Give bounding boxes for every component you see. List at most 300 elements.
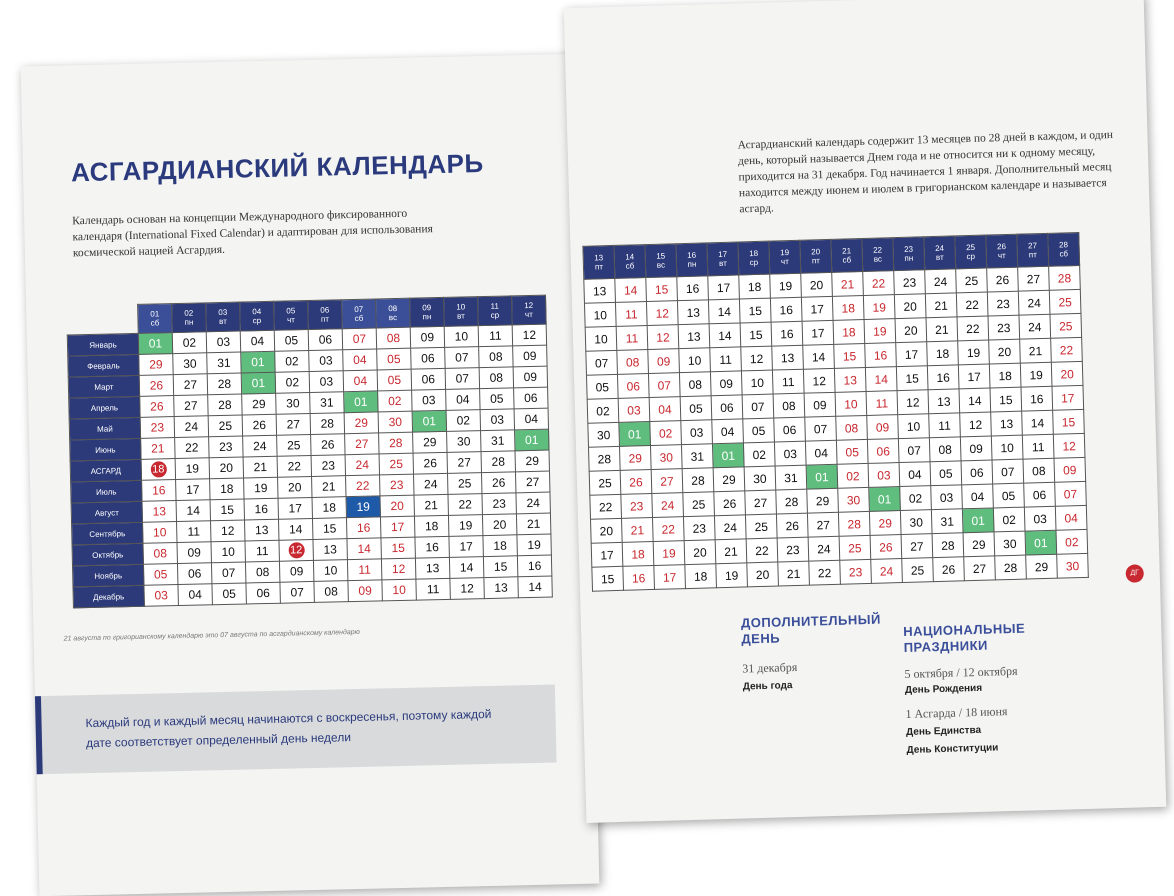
day-cell: 25 — [956, 268, 988, 293]
day-cell: 30 — [588, 422, 620, 447]
header-number: 12 — [524, 300, 534, 311]
day-cell: 20 — [684, 540, 716, 565]
day-cell: 01 — [344, 391, 378, 413]
day-cell: 10 — [898, 414, 930, 439]
day-cell: 20 — [801, 272, 833, 297]
month-label: Май — [69, 417, 140, 440]
day-cell: 23 — [894, 270, 926, 295]
day-cell: 13 — [928, 389, 960, 414]
day-cell: 05 — [377, 369, 411, 391]
header-number: 22 — [873, 245, 883, 255]
day-cell: 12 — [211, 520, 245, 542]
day-cell: 18 — [622, 541, 654, 566]
day-cell: 21 — [141, 438, 175, 460]
day-cell: 25 — [1050, 313, 1082, 338]
day-cell: 13 — [991, 411, 1023, 436]
day-cell: 22 — [746, 538, 778, 563]
day-cell: 13 — [484, 577, 518, 599]
day-cell: 11 — [177, 521, 211, 543]
header-weekday: вт — [219, 316, 227, 327]
header-number: 24 — [935, 243, 945, 253]
day-cell: 16 — [771, 321, 803, 346]
day-cell: 21 — [832, 272, 864, 297]
day-cell: 12 — [803, 368, 835, 393]
day-cell: 24 — [414, 473, 448, 495]
day-cell: 04 — [240, 330, 274, 352]
day-cell: 31 — [775, 465, 807, 490]
day-cell: 22 — [1051, 337, 1083, 362]
day-cell: 08 — [245, 561, 279, 583]
header-weekday: пт — [811, 256, 821, 266]
header-number: 02 — [184, 308, 194, 318]
day-cell: 02 — [378, 390, 412, 412]
day-cell: 27 — [651, 469, 683, 494]
day-cell: 28 — [207, 373, 241, 395]
day-cell: 07 — [992, 459, 1024, 484]
header-weekday: пн — [184, 317, 194, 327]
day-cell: 28 — [682, 468, 714, 493]
day-cell: 25 — [447, 473, 481, 495]
day-cell: 03 — [144, 585, 178, 607]
day-cell: 28 — [208, 394, 242, 416]
day-cell: 19 — [244, 477, 278, 499]
day-cell: 29 — [807, 488, 839, 513]
header-weekday: чт — [524, 309, 533, 320]
column-header — [893, 237, 925, 271]
day-cell: 30 — [447, 431, 481, 453]
day-cell: 17 — [654, 565, 686, 590]
day-cell: 22 — [863, 271, 895, 296]
header-weekday: ср — [966, 251, 976, 262]
day-cell: 27 — [745, 490, 777, 515]
header-weekday: вт — [718, 258, 727, 269]
day-cell: 10 — [313, 560, 347, 582]
day-cell: 06 — [177, 563, 211, 585]
day-cell: 07 — [445, 368, 479, 390]
day-cell: 31 — [207, 352, 241, 374]
day-cell: 18 — [210, 478, 244, 500]
header-number: 11 — [490, 301, 499, 311]
day-cell: 14 — [803, 344, 835, 369]
day-cell: 23 — [840, 559, 872, 584]
day-cell: 11 — [615, 302, 647, 327]
column-header — [477, 296, 512, 326]
month-label: Октябрь — [72, 543, 143, 566]
day-cell: 08 — [679, 372, 711, 397]
day-cell: 07 — [342, 328, 376, 350]
day-cell: 03 — [774, 441, 806, 466]
month-label: Июль — [71, 480, 142, 503]
day-cell: 29 — [139, 354, 173, 376]
header-weekday: ср — [252, 316, 262, 326]
day-cell: 28 — [481, 451, 515, 473]
day-cell: 17 — [449, 536, 483, 558]
month-label: Февраль — [68, 354, 139, 377]
column-header — [410, 297, 445, 327]
day-cell: 03 — [309, 350, 343, 372]
day-cell: 05 — [586, 374, 618, 399]
day-cell: 22 — [956, 292, 988, 317]
column-header — [583, 245, 615, 279]
day-cell: 04 — [805, 440, 837, 465]
header-weekday: ср — [749, 257, 759, 268]
day-cell: 08 — [836, 415, 868, 440]
header-weekday: сб — [842, 255, 852, 265]
day-cell: 21 — [925, 293, 957, 318]
day-cell: 18 — [685, 564, 717, 589]
asgardian-calendar-table — [66, 295, 553, 609]
header-weekday: вс — [656, 260, 666, 270]
header-weekday: сб — [1059, 249, 1069, 259]
day-cell: 26 — [481, 472, 515, 494]
day-cell: 01 — [1025, 530, 1057, 555]
day-cell: 17 — [708, 275, 740, 300]
header-weekday: сб — [150, 318, 160, 328]
day-cell: 21 — [243, 456, 277, 478]
column-header — [955, 235, 987, 269]
day-cell: 07 — [648, 373, 680, 398]
day-cell: 22 — [175, 437, 209, 459]
day-cell: 17 — [896, 342, 928, 367]
day-cell: 11 — [772, 369, 804, 394]
highlight-badge: 18 — [150, 461, 166, 477]
banner-text: Каждый год и каждый месяц начинаются с воскресенья, поэтому каждой дате соответствует определенный день недели — [85, 706, 492, 751]
day-cell: 13 — [678, 324, 710, 349]
day-cell: 17 — [380, 516, 414, 538]
day-cell: 22 — [809, 560, 841, 585]
day-cell: 04 — [649, 397, 681, 422]
day-cell: 23 — [621, 493, 653, 518]
day-cell: 01 — [241, 372, 275, 394]
day-cell: 04 — [178, 584, 212, 606]
day-cell: 18 — [832, 296, 864, 321]
day-cell: 08 — [479, 346, 513, 368]
day-cell: 22 — [652, 517, 684, 542]
holiday2-name: День Единства — [905, 724, 982, 738]
day-cell: 10 — [382, 579, 416, 601]
day-cell: 17 — [278, 497, 312, 519]
day-cell: 16 — [623, 565, 655, 590]
column-header — [769, 240, 801, 274]
header-number: 01 — [150, 309, 160, 319]
day-cell: 25 — [683, 492, 715, 517]
day-cell: 25 — [379, 453, 413, 475]
header-number: 14 — [625, 252, 635, 262]
month-label: Сентябрь — [72, 522, 143, 545]
month-label: Декабрь — [73, 585, 144, 608]
day-cell: 04 — [899, 462, 931, 487]
day-cell: 06 — [961, 460, 993, 485]
header-number: 10 — [456, 302, 466, 312]
year-day-badge: ДГ — [1125, 564, 1143, 582]
day-cell: 13 — [584, 278, 616, 303]
day-cell: 03 — [868, 463, 900, 488]
day-cell: 29 — [869, 511, 901, 536]
day-cell: 24 — [808, 536, 840, 561]
right-page — [564, 0, 1167, 823]
day-cell: 13 — [313, 539, 347, 561]
column-header — [645, 244, 677, 278]
day-cell: 08 — [617, 350, 649, 375]
day-cell: 11 — [929, 413, 961, 438]
header-weekday: пн — [687, 259, 697, 269]
day-cell: 08 — [479, 367, 513, 389]
header-number: 09 — [422, 303, 432, 313]
day-cell: 03 — [206, 331, 240, 353]
day-cell: 17 — [801, 296, 833, 321]
day-cell: 01 — [412, 410, 446, 432]
header-weekday: чт — [286, 315, 295, 325]
day-cell: 28 — [838, 511, 870, 536]
day-cell: 23 — [311, 455, 345, 477]
day-cell: 20 — [1051, 361, 1083, 386]
day-cell: 18 — [312, 497, 346, 519]
day-cell: 18 — [414, 515, 448, 537]
day-cell: 16 — [346, 517, 380, 539]
day-cell: 30 — [650, 445, 682, 470]
header-number: 06 — [320, 305, 330, 315]
holiday2-date: 1 Асгарда / 18 июня — [905, 704, 1008, 721]
day-cell: 19 — [770, 273, 802, 298]
day-cell: 11 — [245, 540, 279, 562]
day-cell: 25 — [277, 434, 311, 456]
day-cell: 16 — [927, 365, 959, 390]
day-cell: 23 — [683, 516, 715, 541]
column-header — [138, 304, 173, 334]
header-weekday: чт — [780, 257, 789, 267]
day-cell: 18 — [927, 341, 959, 366]
day-cell: 10 — [991, 435, 1023, 460]
day-cell: 14 — [959, 388, 991, 413]
header-number: 05 — [286, 306, 296, 316]
header-weekday: вт — [935, 252, 944, 262]
day-cell: 07 — [898, 438, 930, 463]
day-cell: 12 — [741, 346, 773, 371]
day-cell: 16 — [415, 536, 449, 558]
day-cell: 08 — [773, 393, 805, 418]
day-cell: 26 — [242, 414, 276, 436]
day-cell: 30 — [173, 353, 207, 375]
header-weekday: сб — [354, 313, 364, 323]
day-cell: 25 — [208, 415, 242, 437]
banner-accent — [35, 696, 43, 774]
day-cell: 09 — [960, 436, 992, 461]
day-cell: 08 — [376, 327, 410, 349]
day-cell: 19 — [448, 515, 482, 537]
day-cell: 05 — [743, 418, 775, 443]
day-cell: 14 — [709, 323, 741, 348]
day-cell: 28 — [776, 489, 808, 514]
day-cell: 06 — [246, 582, 280, 604]
day-cell: 12 — [647, 325, 679, 350]
day-cell: 25 — [589, 470, 621, 495]
day-cell: 09 — [177, 542, 211, 564]
day-cell: 24 — [1018, 290, 1050, 315]
day-cell: 11 — [1022, 434, 1054, 459]
day-cell: 31 — [310, 392, 344, 414]
day-cell: 30 — [1057, 553, 1089, 578]
day-cell: 07 — [586, 350, 618, 375]
day-cell: 25 — [902, 558, 934, 583]
day-cell: 12 — [960, 412, 992, 437]
day-cell: 01 — [515, 429, 549, 451]
day-cell: 13 — [142, 501, 176, 523]
day-cell: 24 — [345, 454, 379, 476]
day-cell: 03 — [618, 398, 650, 423]
day-cell: 18 — [483, 535, 517, 557]
day-cell: 27 — [807, 512, 839, 537]
header-number: 19 — [780, 248, 790, 258]
day-cell: 26 — [140, 396, 174, 418]
day-cell: 02 — [993, 507, 1025, 532]
day-cell: 20 — [747, 562, 779, 587]
day-cell: 04 — [343, 370, 377, 392]
month-label: Ноябрь — [73, 564, 144, 587]
day-cell: 15 — [739, 298, 771, 323]
day-cell: 03 — [412, 389, 446, 411]
day-cell: 29 — [242, 393, 276, 415]
day-cell: 01 — [869, 487, 901, 512]
day-cell: 05 — [480, 388, 514, 410]
column-header — [342, 299, 377, 329]
header-weekday: пн — [904, 253, 914, 263]
day-cell: 09 — [804, 392, 836, 417]
holiday1-name: День Рождения — [904, 682, 983, 696]
day-cell: 26 — [987, 267, 1019, 292]
day-cell: 12 — [450, 578, 484, 600]
day-cell: 14 — [708, 299, 740, 324]
header-number: 18 — [749, 248, 759, 259]
day-cell: 31 — [931, 509, 963, 534]
header-weekday: вс — [388, 312, 398, 323]
day-cell: 24 — [1019, 314, 1051, 339]
day-cell: 08 — [1023, 458, 1055, 483]
day-cell: 20 — [989, 339, 1021, 364]
day-cell: 19 — [864, 319, 896, 344]
day-cell: 23 — [380, 474, 414, 496]
header-weekday: пт — [320, 314, 330, 324]
day-cell: 10 — [584, 302, 616, 327]
extra-day-name: День года — [742, 680, 793, 693]
header-number: 20 — [811, 247, 821, 257]
day-cell: 06 — [617, 374, 649, 399]
day-cell: 10 — [444, 326, 478, 348]
footnote: 21 августа по григорианскому календарю это 07 августа по асгардианскому календарю — [63, 628, 360, 643]
day-cell: 09 — [648, 349, 680, 374]
day-cell: 12 — [897, 390, 929, 415]
day-cell: 14 — [176, 500, 210, 522]
day-cell: 07 — [805, 416, 837, 441]
day-cell: 01 — [712, 443, 744, 468]
header-number: 28 — [1058, 240, 1069, 250]
day-cell: 28 — [589, 446, 621, 471]
day-cell: 26 — [776, 513, 808, 538]
day-cell: 04 — [343, 349, 377, 371]
day-cell: 03 — [931, 485, 963, 510]
day-cell: 21 — [516, 513, 550, 535]
day-cell: 03 — [1024, 506, 1056, 531]
day-cell: 20 — [380, 495, 414, 517]
day-cell: 19 — [716, 563, 748, 588]
day-cell: 26 — [870, 535, 902, 560]
highlight-badge: 12 — [288, 542, 304, 558]
day-cell: 26 — [413, 452, 447, 474]
day-cell: 04 — [446, 389, 480, 411]
day-cell: 25 — [1049, 289, 1081, 314]
column-header — [986, 234, 1018, 268]
day-cell: 15 — [210, 499, 244, 521]
day-cell: 19 — [653, 541, 685, 566]
day-cell: 23 — [209, 436, 243, 458]
day-cell: 21 — [414, 494, 448, 516]
day-cell: 23 — [482, 493, 516, 515]
column-header — [707, 242, 739, 276]
day-cell: 15 — [483, 556, 517, 578]
day-cell: 13 — [415, 557, 449, 579]
day-cell: 02 — [172, 332, 206, 354]
column-header — [308, 300, 343, 330]
header-number: 25 — [965, 242, 976, 253]
day-cell: 24 — [652, 493, 684, 518]
day-cell: 10 — [585, 326, 617, 351]
day-cell: 14 — [615, 278, 647, 303]
day-cell: 07 — [742, 394, 774, 419]
day-cell: 13 — [245, 519, 279, 541]
day-cell: 11 — [478, 325, 512, 347]
day-cell: 22 — [448, 494, 482, 516]
day-cell: 22 — [346, 475, 380, 497]
header-number: 21 — [842, 246, 852, 256]
day-cell: 10 — [211, 541, 245, 563]
header-weekday: сб — [625, 261, 635, 271]
day-cell: 29 — [344, 412, 378, 434]
day-cell — [141, 459, 175, 481]
day-cell: 19 — [175, 458, 209, 480]
day-cell: 06 — [308, 329, 342, 351]
day-cell: 30 — [838, 487, 870, 512]
info-banner — [35, 684, 557, 774]
day-cell: 27 — [173, 374, 207, 396]
day-cell: 02 — [900, 486, 932, 511]
day-cell: 26 — [714, 491, 746, 516]
corner-cell — [67, 304, 139, 335]
header-number: 13 — [594, 253, 604, 263]
column-header — [1017, 233, 1049, 267]
column-header — [444, 297, 479, 327]
day-cell: 22 — [590, 494, 622, 519]
day-cell: 20 — [895, 318, 927, 343]
day-cell: 06 — [411, 368, 445, 390]
column-header — [1048, 232, 1080, 266]
day-cell: 29 — [413, 431, 447, 453]
day-cell: 27 — [345, 433, 379, 455]
holiday1-date: 5 октября / 12 октября — [904, 663, 1018, 681]
day-cell: 05 — [993, 483, 1025, 508]
column-header — [206, 302, 241, 332]
day-cell: 09 — [867, 415, 899, 440]
day-cell: 26 — [139, 375, 173, 397]
header-number: 17 — [718, 249, 728, 260]
day-cell: 16 — [142, 480, 176, 502]
day-cell: 21 — [1020, 338, 1052, 363]
day-cell: 04 — [962, 484, 994, 509]
header-number: 07 — [354, 304, 364, 314]
day-cell: 21 — [778, 561, 810, 586]
day-cell: 28 — [379, 432, 413, 454]
column-header — [738, 241, 770, 275]
month-label: Август — [71, 501, 142, 524]
header-number: 04 — [252, 307, 262, 317]
